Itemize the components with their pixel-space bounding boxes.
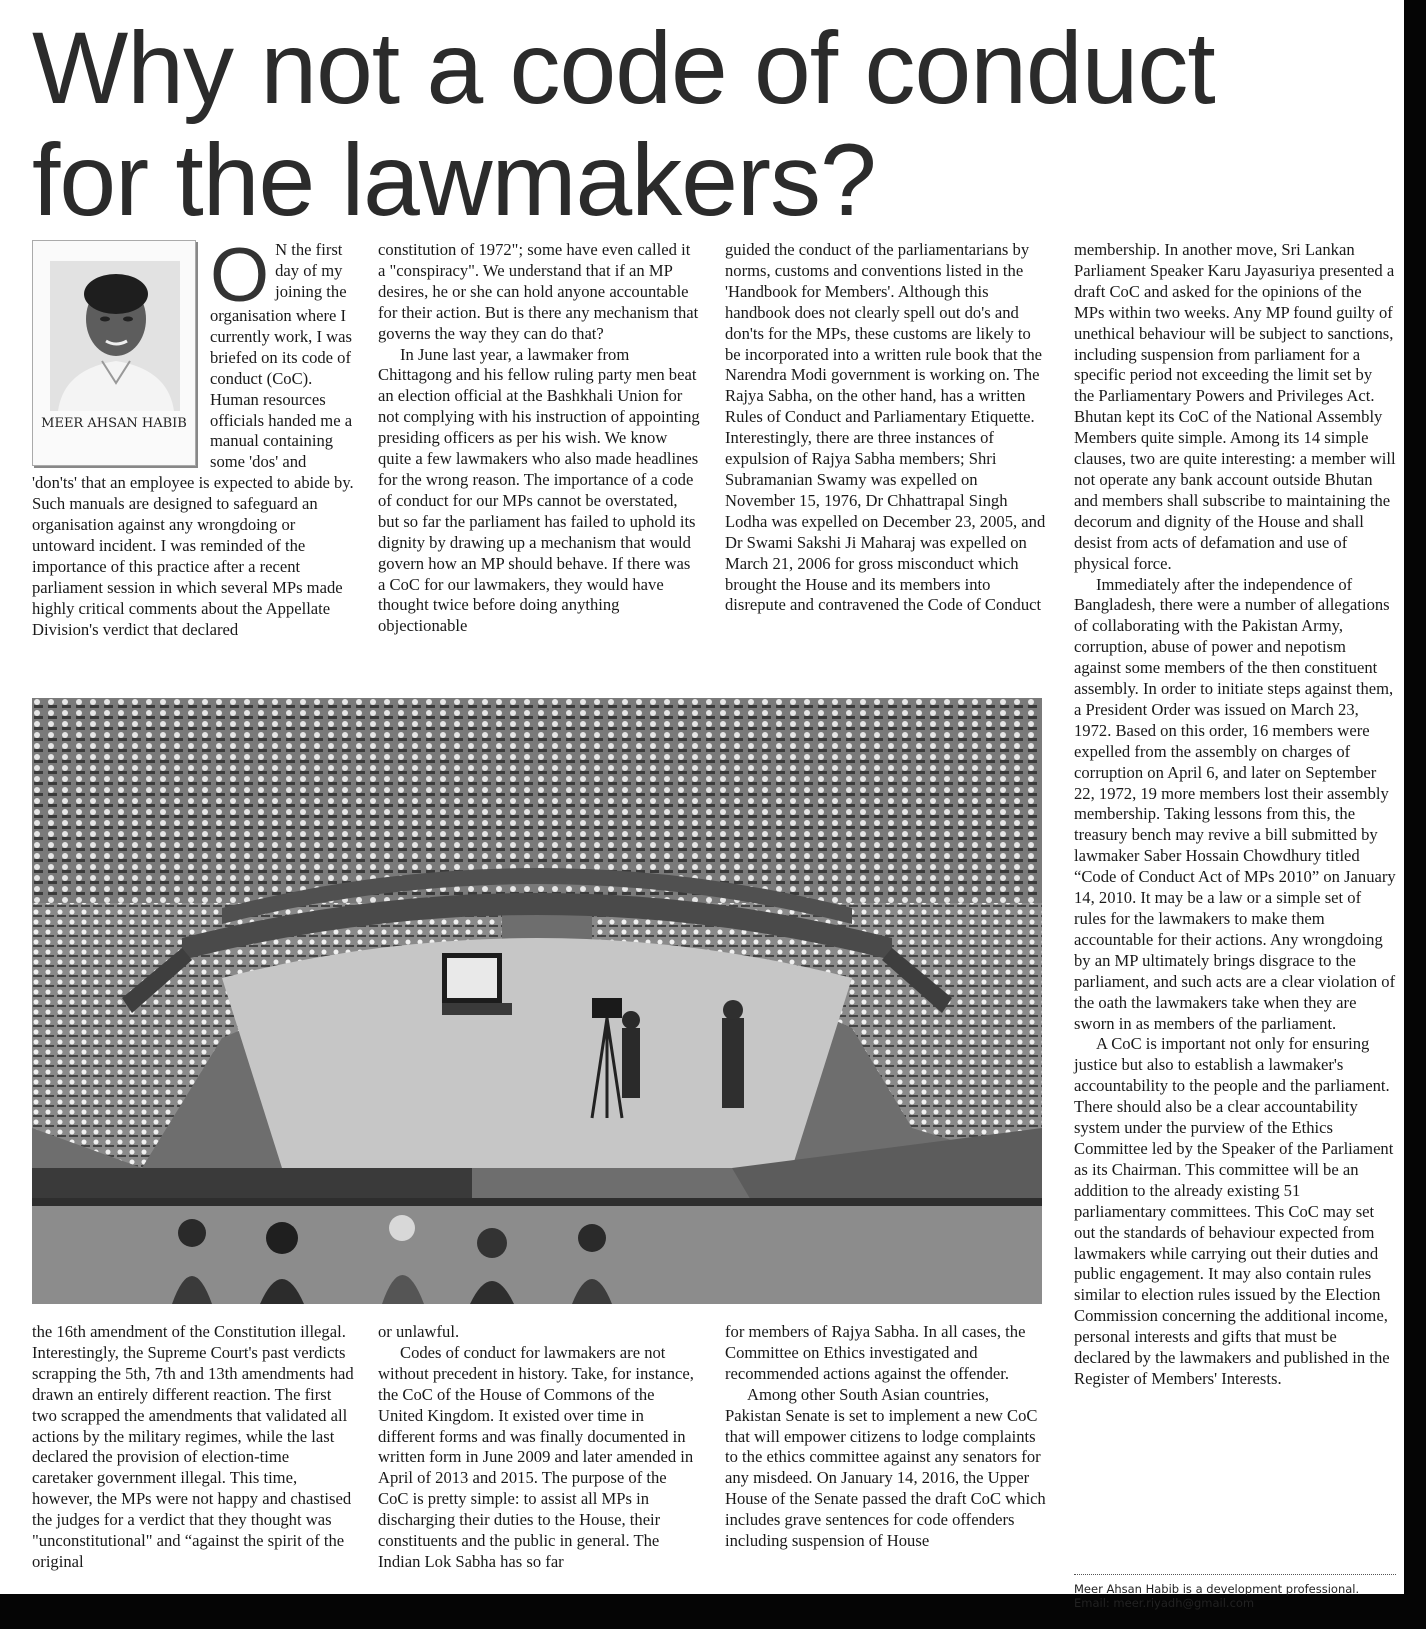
credit-divider xyxy=(1074,1574,1396,1575)
column-2-top xyxy=(378,240,700,678)
paragraph: guided the conduct of the parliamentarians by norms, customs and conventions listed in the 'Handbook for Members'. Although this handbook does not clearly spell out do's and don'ts for the MPs, these customs are likely to be incorporated into a written rule book that the Narendra Modi government is working on. The Rajya Sabha, on the other hand, has a written Rules of Conduct and Parliamentary Etiquette. Interestingly, there are three instances of expulsion of Rajya Sabha members; Shri Subramanian Swamy was expelled on November 15, 1976, Dr Chhattrapal Singh Lodha was expelled on December 23, 2005, and Dr Swami Sakshi Ji Maharaj was expelled on March 21, 2006 for gross misconduct which brought the House and its members into disrepute and contravened the Code of Conduct xyxy=(725,240,1046,615)
paragraph: constitution of 1972"; some have even called it a "conspiracy". We understand that if an MP desires, he or she can hold anyone accountable for their action. But is there any mechanism that governs the way they can do that? xyxy=(378,240,699,343)
author-credit xyxy=(1074,1582,1396,1610)
author-portrait-icon xyxy=(50,261,180,411)
column-3-top xyxy=(725,240,1047,678)
author-photo xyxy=(50,261,180,411)
byline-name: MEER AHSAN HABIB xyxy=(41,416,187,431)
paragraph: Among other South Asian countries, Pakistan Senate is set to implement a new CoC that will empower citizens to lodge complaints to the ethics committee against any senators for any misdeed. On January 14, 2016, the Upper House of the Senate passed the draft CoC which includes grave sentences for code offenders including suspension of House xyxy=(725,1384,1046,1551)
paragraph: the 16th amendment of the Constitution illegal. Interestingly, the Supreme Court's past verdicts scrapping the 5th, 7th and 13th amendments had drawn an entirely different reaction. The first two scrapped the amendments that validated all actions by the military regimes, while the last declared the provision of election-time caretaker government illegal. This time, however, the MPs were not happy and chastised the judges for a verdict that they thought was "unconstitutional" and “against the spirit of the original xyxy=(32,1322,354,1571)
byline-box xyxy=(32,240,196,466)
paragraph: for members of Rajya Sabha. In all cases, the Committee on Ethics investigated and recommended actions against the offender. xyxy=(725,1322,1026,1383)
parliament-chamber-illustration xyxy=(32,698,1042,1304)
paragraph: or unlawful. xyxy=(378,1322,460,1341)
credit-email: Email: meer.riyadh@gmail.com xyxy=(1074,1596,1255,1610)
paragraph: Codes of conduct for lawmakers are not without precedent in history. Take, for instance, the CoC of the House of Commons of the United Kingdom. It existed over time in different forms and was finally documented in written form in June 2009 and later amended in April of 2013 and 2015. The purpose of the CoC is pretty simple: to assist all MPs in discharging their duties to the House, their constituents and the public in general. The Indian Lok Sabha has so far xyxy=(378,1342,694,1571)
column-4 xyxy=(1074,240,1396,1568)
headline: Why not a code of conduct for the lawmakers? xyxy=(32,11,1215,237)
credit-line: Meer Ahsan Habib is a development professional. xyxy=(1074,1582,1360,1596)
drop-cap: O xyxy=(210,233,270,318)
column-1-lead-text: N the first day of my joining the organisation where I currently work, I was briefed on its code of conduct (CoC). Human resources officials handed me a manual containing some 'dos' and 'don'ts' that an employee is expected to abide by. Such manuals are designed to safeguard an organisation against any wrongdoing or untoward incident. I was reminded of the importance of this practice after a recent parliament session in which several MPs made highly critical comments about the Appellate Division's verdict that declared xyxy=(32,240,354,639)
parliament-chamber-photo xyxy=(32,698,1042,1304)
column-3-bottom xyxy=(725,1322,1047,1594)
column-2-bottom xyxy=(378,1322,700,1594)
paragraph: Immediately after the independence of Bangladesh, there were a number of allegations of collaborating with the Pakistan Army, corruption, abuse of power and nepotism against some members of the then constituent assembly. In order to initiate steps against them, a President Order was issued on March 23, 1972. Based on this order, 16 members were expelled from the assembly on charges of corruption on April 6, and later on September 22, 1972, 19 more members lost their assembly membership. Taking lessons from this, the treasury bench may revive a bill submitted by lawmaker Saber Hossain Chowdhury titled “Code of Conduct Act of MPs 2010” on January 14, 2010. It may be a law or a simple set of rules for the lawmakers to make them accountable for their actions. Any wrongdoing by an MP ultimately brings disgrace to the parliament, and such acts are a clear violation of the oath the lawmakers take when they are sworn in as members of the parliament. xyxy=(1074,574,1396,1033)
paragraph: A CoC is important not only for ensuring justice but also to establish a lawmaker's accountability to the people and the parliament. There should also be a clear accountability system under the purview of the Ethics Committee led by the Speaker of the Parliament as its Chairman. This committee will be an addition to the already existing 51 parliamentary committees. This CoC may set out the standards of behaviour expected from lawmakers while carrying out their duties and public engagement. It may also contain rules similar to election rules issued by the Election Commission concerning the additional income, personal interests and gifts that must be declared by the lawmakers and published in the Register of Members' Interests. xyxy=(1074,1034,1394,1388)
column-1-bottom xyxy=(32,1322,354,1594)
paragraph: In June last year, a lawmaker from Chittagong and his fellow ruling party men beat an election official at the Bashkhali Union for not complying with his instruction of appointing presiding officers as per his wish. We know quite a few lawmakers who also made headlines for the wrong reason. The importance of a code of conduct for our MPs cannot be overstated, but so far the parliament has failed to uphold its dignity by drawing up a mechanism that would govern how an MP should behave. If there was a CoC for our lawmakers, they would have thought twice before doing anything objectionable xyxy=(378,344,700,636)
column-1-top xyxy=(32,233,354,678)
paragraph: membership. In another move, Sri Lankan Parliament Speaker Karu Jayasuriya presented a draft CoC and asked for the opinions of the MPs within two weeks. Any MP found guilty of unethical behaviour will be subject to sanctions, including suspension from parliament for a specific period not exceeding the limit set by the Parliamentary Powers and Privileges Act. Bhutan kept its CoC of the National Assembly Members quite simple. Among its 14 simple clauses, two are quite interesting: a member will not operate any bank account outside Bhutan and members shall subscribe to maintaining the decorum and dignity of the House and shall desist from acts of defamation and use of physical force. xyxy=(1074,240,1396,573)
